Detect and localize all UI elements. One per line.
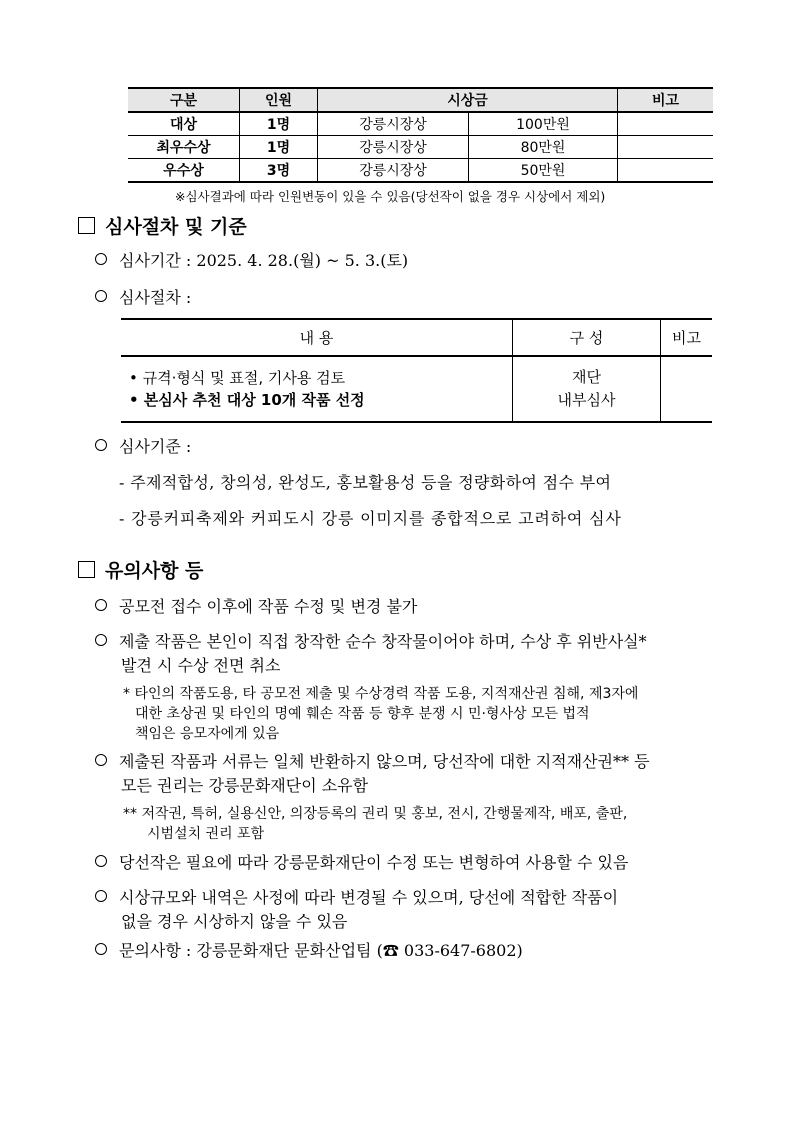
- notice-text: 공모전 접수 이후에 작품 수정 및 변경 불가: [119, 597, 418, 616]
- process-note: [661, 356, 713, 422]
- review-period-text: 심사기간 : 2025. 4. 28.(월) ~ 5. 3.(토): [119, 251, 409, 270]
- circle-bullet-icon: [95, 634, 107, 646]
- circle-bullet-icon: [95, 890, 107, 902]
- process-header-composition: 구 성: [513, 319, 661, 356]
- table-row: [121, 356, 712, 422]
- notice-footnote: 책임은 응모자에게 있음: [135, 726, 280, 742]
- notice-item: [95, 629, 647, 652]
- notice-text: 제출된 작품과 서류는 일체 반환하지 않으며, 당선작에 대한 지적재산권** 등: [119, 752, 650, 771]
- process-table: [121, 318, 712, 423]
- notice-item: [95, 885, 618, 908]
- notice-item: [95, 850, 628, 873]
- prize-header-grade: 구분: [128, 88, 240, 112]
- review-criteria-label-text: 심사기준 :: [119, 437, 192, 456]
- checkbox-square-icon: [78, 561, 95, 578]
- table-row: [128, 159, 713, 183]
- section-title-text: 심사절차 및 기준: [105, 216, 247, 238]
- prize-header-note: 비고: [618, 88, 714, 112]
- prize-header-count: 인원: [240, 88, 318, 112]
- prize-count: 3명: [240, 159, 318, 183]
- circle-bullet-icon: [95, 253, 107, 265]
- prize-note: [618, 112, 714, 136]
- notice-text: 당선작은 필요에 따라 강릉문화재단이 수정 또는 변형하여 사용할 수 있음: [119, 853, 629, 872]
- section-title-text: 유의사항 등: [105, 560, 204, 582]
- notice-text: 시상규모와 내역은 사정에 따라 변경될 수 있으며, 당선에 적합한 작품이: [119, 888, 619, 907]
- notice-text-cont: 발견 시 수상 전면 취소: [121, 656, 281, 675]
- notice-text: 문의사항 : 강릉문화재단 문화산업팀 (☎ 033-647-6802): [119, 941, 523, 960]
- prize-note: [618, 159, 714, 183]
- table-row: [128, 136, 713, 159]
- process-items: [121, 356, 513, 422]
- prize-award: 강릉시장상: [318, 159, 469, 183]
- prize-grade: 우수상: [128, 159, 240, 183]
- process-item: • 규격·형식 및 표절, 기사용 검토: [129, 369, 346, 387]
- review-process-label-text: 심사절차 :: [119, 288, 192, 307]
- prize-header-award: 시상금: [318, 88, 618, 112]
- notice-footnote: * 타인의 작품도용, 타 공모전 제출 및 수상경력 작품 도용, 지적재산권 침해, 제3자에: [123, 686, 639, 702]
- prize-money: 50만원: [469, 159, 618, 183]
- notice-text: 제출 작품은 본인이 직접 창작한 순수 창작물이어야 하며, 수상 후 위반사실*: [119, 632, 647, 651]
- criteria-line: - 주제적합성, 창의성, 완성도, 홍보활용성 등을 정량화하여 점수 부여: [119, 473, 612, 492]
- prize-grade: 최우수상: [128, 136, 240, 159]
- table-row: [128, 112, 713, 136]
- checkbox-square-icon: [78, 217, 95, 234]
- composition-line: 재단: [572, 368, 601, 386]
- prize-count: 1명: [240, 112, 318, 136]
- criteria-line: - 강릉커피축제와 커피도시 강릉 이미지를 종합적으로 고려하여 심사: [119, 509, 622, 528]
- circle-bullet-icon: [95, 290, 107, 302]
- circle-bullet-icon: [95, 599, 107, 611]
- notice-text-cont: 없을 경우 시상하지 않을 수 있음: [121, 912, 348, 931]
- prize-award: 강릉시장상: [318, 136, 469, 159]
- prize-money: 80만원: [469, 136, 618, 159]
- review-process-label: [95, 285, 191, 308]
- prize-note: [618, 136, 714, 159]
- notice-item: [95, 938, 523, 961]
- circle-bullet-icon: [95, 754, 107, 766]
- prize-footnote: ※심사결과에 따라 인원변동이 있을 수 있음(당선작이 없을 경우 시상에서 제외): [175, 189, 606, 204]
- prize-table: [128, 87, 713, 183]
- notice-item: [95, 749, 650, 772]
- process-item: • 본심사 추천 대상 10개 작품 선정: [129, 391, 365, 409]
- circle-bullet-icon: [95, 943, 107, 955]
- prize-money: 100만원: [469, 112, 618, 136]
- process-header-content: 내 용: [121, 319, 513, 356]
- prize-count: 1명: [240, 136, 318, 159]
- process-header-note: 비고: [661, 319, 713, 356]
- circle-bullet-icon: [95, 439, 107, 451]
- notice-text-cont: 모든 권리는 강릉문화재단이 소유함: [121, 776, 369, 795]
- prize-award: 강릉시장상: [318, 112, 469, 136]
- process-composition: [513, 356, 661, 422]
- notice-footnote: 대한 초상권 및 타인의 명예 훼손 작품 등 향후 분쟁 시 민·형사상 모든 법적: [135, 706, 590, 722]
- circle-bullet-icon: [95, 855, 107, 867]
- notice-footnote: 시범설치 권리 포함: [147, 826, 265, 842]
- notice-footnote: ** 저작권, 특허, 실용신안, 의장등록의 권리 및 홍보, 전시, 간행물제작, 배포, 출판,: [123, 806, 628, 822]
- review-period: [95, 248, 408, 271]
- review-criteria-label: [95, 434, 191, 457]
- prize-grade: 대상: [128, 112, 240, 136]
- composition-line: 내부심사: [557, 391, 616, 409]
- section-title-review: [78, 212, 247, 239]
- section-title-notice: [78, 556, 203, 583]
- notice-item: [95, 594, 417, 617]
